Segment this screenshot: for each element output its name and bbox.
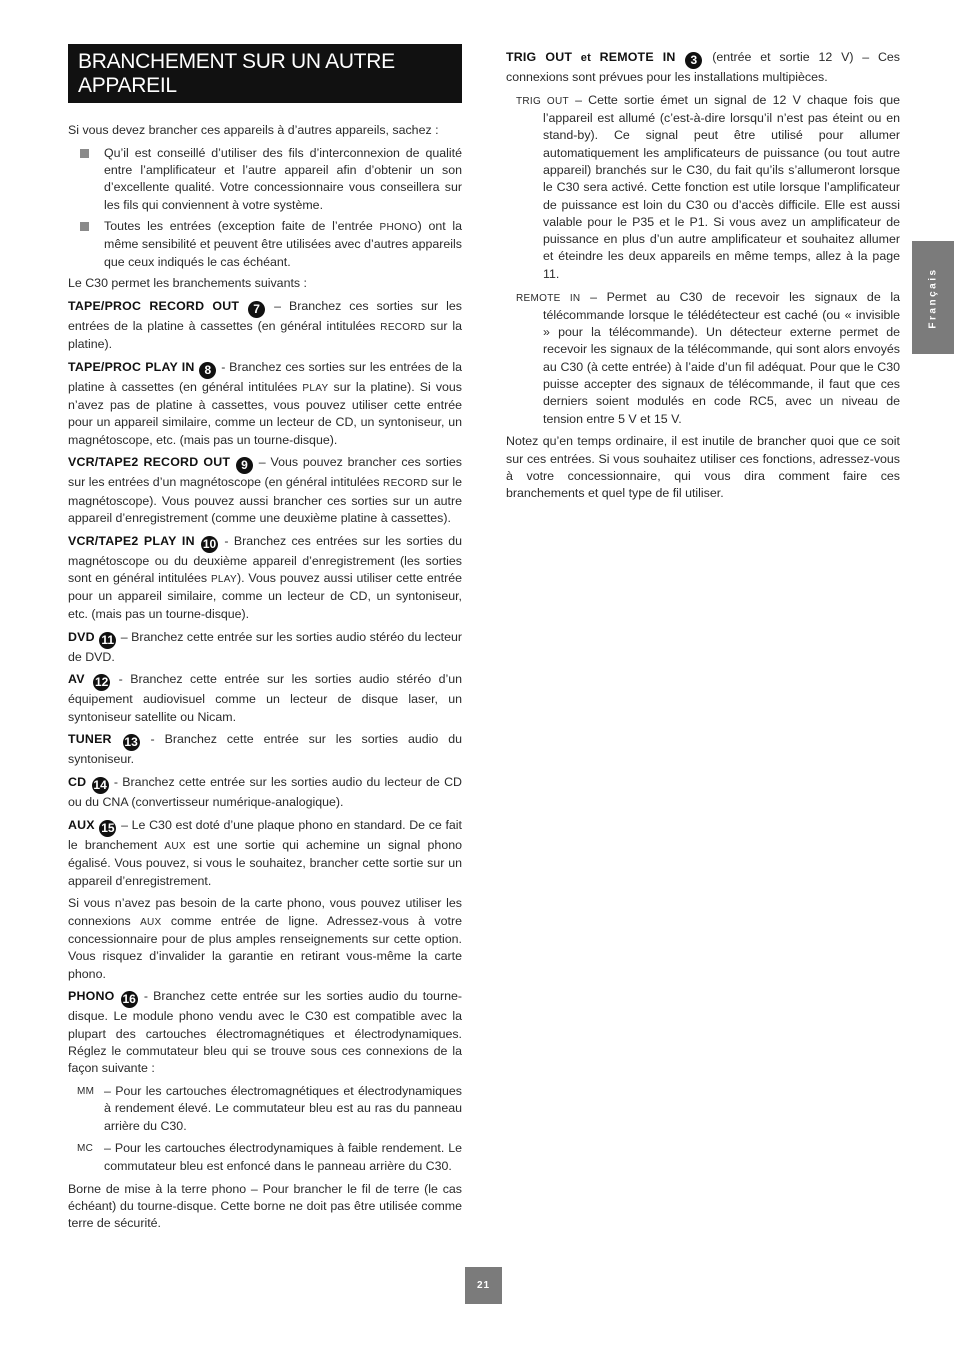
aux-note-paragraph — [68, 895, 462, 982]
dvd-paragraph — [68, 629, 462, 666]
connector-heading: AV — [68, 672, 85, 687]
paragraph-text: sur la platine). — [68, 318, 462, 351]
paragraph-text: - Branchez ces sorties sur les entrées de la platine à cassettes (en général intitulées — [68, 359, 462, 394]
paragraph-text: - Branchez cette entrée sur les sorties audio du syntoniseur. — [68, 732, 462, 767]
small-caps-term: PLAY — [302, 382, 329, 394]
callout-number-icon: 13 — [124, 735, 138, 750]
small-caps-term: AUX — [140, 916, 162, 928]
tuner-paragraph — [68, 731, 462, 768]
connector-heading: TAPE/PROC PLAY IN — [68, 359, 195, 374]
connector-heading: DVD — [68, 629, 95, 644]
small-caps-term: RECORD — [380, 321, 426, 333]
language-tab — [912, 241, 954, 354]
callout-number-icon: 10 — [202, 536, 217, 551]
vcr-play-paragraph — [68, 533, 462, 623]
callout-number-icon: 3 — [685, 52, 702, 69]
definition-term: MC — [77, 1143, 94, 1155]
page-title: BRANCHEMENT SUR UN AUTRE APPAREIL — [68, 44, 462, 103]
paragraph-text: - Branchez cette entrée sur les sorties audio du tourne-disque. Le module phono vendu avec le C30 est compatible avec la plupart des cartouches électromagnétiques et électrodynamiques. Réglez le commutateur bleu qui se trouve sous ces connexions de la façon suivante : — [68, 989, 462, 1076]
connector-heading: PHONO — [68, 989, 115, 1004]
callout-number-icon: 16 — [122, 992, 136, 1007]
square-bullet-icon — [80, 149, 89, 158]
paragraph-text: sur la platine). Si vous n’avez pas de platine à cassettes, vous pouvez utiliser cette entrée pour un appareil similaire, comme un lecteur de CD, un syntoniseur, un magnétoscope, etc. (mais pas un tourne-disque). — [68, 379, 462, 447]
callout-number-icon: 15 — [101, 821, 115, 836]
trig-paragraph — [506, 49, 900, 86]
small-caps-term: RECORD — [383, 478, 429, 490]
small-caps-term: PLAY — [210, 574, 237, 586]
definition-term: REMOTE IN — [516, 292, 581, 304]
mc-definition — [68, 1140, 462, 1175]
tape-record-paragraph — [68, 298, 462, 354]
tape-play-paragraph — [68, 359, 462, 449]
trig-out-definition — [516, 92, 900, 283]
paragraph-text: – Vous pouvez brancher ces sorties sur les entrées d’un magnétoscope (en général intitulées — [68, 455, 462, 490]
right-column — [506, 49, 900, 508]
bullet-text: Qu’il est conseillé d’utiliser des fils d’interconnexion de qualité entre l’amplificateur et l’autre appareil afin d’obtenir un son d’excellente qualité. Votre concessionnaire vous conseillera sur les fils qui conviennent à votre système. — [104, 145, 462, 212]
small-caps-term: AUX — [164, 841, 186, 853]
definition-term: TRIG OUT — [516, 95, 569, 107]
vcr-record-paragraph — [68, 454, 462, 527]
callout-number-icon: 14 — [93, 778, 107, 793]
paragraph-text: - Branchez cette entrée sur les sorties audio du lecteur de CD ou du CNA (convertisseur numérique-analogique). — [68, 775, 462, 810]
connector-heading: TUNER — [68, 732, 112, 747]
paragraph-text: comme entrée de ligne. Adressez-vous à votre concessionnaire pour de plus amples renseignements sur cette option. Vous risquez d’invalider la garantie en retirant vous-même la carte phono. — [68, 913, 462, 981]
aux-paragraph — [68, 817, 462, 890]
av-paragraph — [68, 671, 462, 726]
page-number: 21 — [465, 1267, 502, 1304]
paragraph-text: - Branchez ces entrées sur les sorties du magnétoscope ou du deuxième appareil d’enregistrement (les sorties sont en général intitulées — [68, 533, 463, 586]
paragraph-text: Si vous n’avez pas besoin de la carte phono, vous pouvez utiliser les connexions — [68, 896, 462, 928]
intro-text: Si vous devez brancher ces appareils à d’autres appareils, sachez : — [68, 123, 439, 137]
connector-heading: CD — [68, 775, 87, 790]
phono-paragraph — [68, 988, 462, 1077]
definition-text: – Pour les cartouches électrodynamiques à faible rendement. Le commutateur bleu est enfoncé dans le panneau arrière du C30. — [104, 1141, 462, 1173]
small-caps-term: PHONO — [379, 221, 418, 233]
language-tab-label: Français — [927, 266, 939, 329]
bullet-text: Toutes les entrées (exception faite de l’entrée — [104, 218, 380, 233]
bullet-text: ) ont la même sensibilité et peuvent être utilisées avec d’autres appareils que ceux indiqués le cas échéant. — [104, 218, 462, 269]
paragraph-text: – Branchez ces sorties sur les entrées de la platine à cassettes (en général intitulées — [68, 298, 462, 333]
paragraph-text: – Le C30 est doté d’une plaque phono en standard. De ce fait le branchement — [68, 818, 462, 853]
definition-text: – Pour les cartouches électromagnétiques et électrodynamiques à rendement élevé. Le commutateur bleu est au ras du panneau arrière du C30. — [104, 1084, 462, 1133]
bullet-item — [68, 218, 462, 271]
connector-heading: VCR/TAPE2 PLAY IN — [68, 533, 195, 548]
paragraph-text: - Branchez cette entrée sur les sorties audio stéréo d’un équipement audiovisuel comme un lecteur de disque laser, un syntoniseur satellite ou Nicam. — [68, 672, 462, 724]
callout-number-icon: 12 — [94, 675, 109, 690]
paragraph-text: est une sortie qui achemine un signal phono égalisé. Vous pouvez, si vous le souhaitez, brancher cette sortie sur un appareil d’enregistrement. — [68, 838, 462, 888]
remote-in-definition — [516, 289, 900, 428]
connector-heading: TRIG OUT — [506, 50, 573, 64]
connector-heading: REMOTE IN — [599, 50, 676, 64]
mm-definition — [68, 1083, 462, 1135]
square-bullet-icon — [80, 222, 89, 231]
connector-heading: AUX — [68, 818, 95, 833]
paragraph-text: (entrée et sortie 12 V) – Ces connexions sont prévues pour les installations multipièces. — [506, 50, 900, 84]
lead-text: Le C30 permet les branchements suivants : — [68, 275, 307, 290]
connector-heading-joiner: et — [572, 52, 600, 64]
cd-paragraph — [68, 774, 462, 811]
definition-text: – Cette sortie émet un signal de 12 V chaque fois que l’appareil est allumé (c’est-à-dire lorsqu’il n’est pas éteint ou en stand-by). Ce signal peut être utilisé pour allumer automatiquement les amplificateurs de puissance (ou tout autre appareil) branchés sur le C30, du fait qu’ils s’allumeront lorsque le C30 sera activé. Cette fonction est utile lorsque l’amplificateur de puissance est loin du C30 ou d’accès difficile. Elle est aussi valable pour le P35 et le P1. Si vous avez un amplificateur de puissance en plus d’un autre amplificateur et souhaitez allumer et éteindre les deux appareils en même temps, allez à la page 11. — [543, 92, 900, 281]
connector-heading: VCR/TAPE2 RECORD OUT — [68, 455, 231, 470]
paragraph-text: ). Vous pouvez aussi utiliser cette entrée pour un appareil similaire, comme un lecteur de CD, un syntoniseur, etc. (mais pas un tourne-disque). — [68, 571, 462, 621]
callout-number-icon: 7 — [248, 301, 265, 318]
ground-paragraph: Borne de mise à la terre phono – Pour brancher le fil de terre (le cas échéant) du tourne-disque. Cette borne ne doit pas être utilisée comme terre de sécurité. — [68, 1181, 462, 1231]
callout-number-icon: 11 — [99, 632, 116, 649]
note-paragraph: Notez qu’en temps ordinaire, il est inutile de brancher quoi que ce soit sur ces entrées. Si vous souhaitez utiliser ces fonctions, adressez-vous à votre concessionnaire, qui vous dira comment faire ces branchements et quel type de fil utiliser. — [506, 434, 900, 501]
callout-number-icon: 9 — [236, 457, 253, 474]
bullet-item — [68, 145, 462, 214]
definition-term: MM — [77, 1086, 95, 1098]
paragraph-text: – Branchez cette entrée sur les sorties audio stéréo du lecteur de DVD. — [68, 629, 462, 664]
connector-heading: TAPE/PROC RECORD OUT — [68, 298, 240, 313]
left-column — [68, 44, 462, 1238]
paragraph-text: sur le magnétoscope). Vous pouvez aussi brancher ces sorties sur un autre appareil d’enregistrement (comme une deuxième platine à cassettes). — [68, 475, 462, 526]
callout-number-icon: 8 — [199, 362, 216, 379]
definition-text: – Permet au C30 de recevoir les signaux de la télécommande lorsque le télédétecteur est caché (ou « invisible » pour la télécommande). Un détecteur externe permet de recevoir les signaux de la télécommande, qui sont alors envoyés au C30 (à cette entrée) à l’aide d’un fil adéquat. Pour que le C30 puisse accepter des signaux de télécommande, il faut que ces derniers soient modulés en code RC5, avec un niveau de tension entre 5 V et 15 V. — [543, 289, 900, 426]
